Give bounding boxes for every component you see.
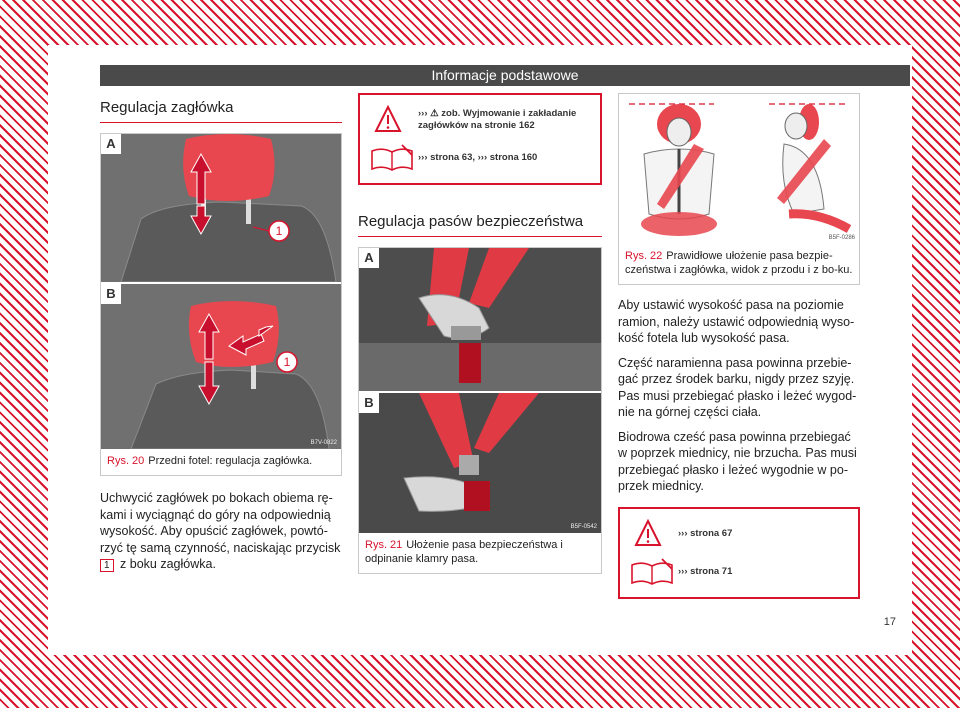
figure-code: B5F-0286 [828, 235, 855, 241]
warning-box [618, 507, 860, 599]
warning-row [628, 515, 850, 553]
warning-box [358, 93, 602, 185]
panel-label-b: B [101, 284, 121, 304]
warning-row [368, 101, 592, 139]
belt-illustration-a [359, 248, 601, 391]
left-column [100, 93, 342, 581]
figure-22-panel [619, 94, 859, 244]
right-column [618, 93, 860, 599]
panel-label-a: A [359, 248, 379, 268]
caption-text: Ułożenie pasa bezpieczeństwa i odpinanie klamry pasa. [365, 539, 563, 565]
posture-illustration [619, 94, 859, 244]
book-icon [368, 141, 418, 175]
caption-number: Rys. 20 [107, 455, 145, 467]
figure-21-panel-b [359, 393, 601, 533]
warning-triangle-icon [368, 103, 418, 137]
section-title-headrest: Regulacja zagłówka [100, 93, 342, 123]
figure-20-caption [101, 449, 341, 475]
figure-22 [618, 93, 860, 285]
headrest-paragraph [100, 490, 342, 573]
book-text[interactable]: ››› strona 71 [678, 565, 733, 577]
headrest-illustration-a [101, 134, 341, 282]
caption-number: Rys. 22 [625, 250, 663, 262]
page-number: 17 [883, 616, 896, 628]
shoulder-belt-paragraph: Część naramienna pasa powinna przebie-gać przez środek barku, nigdy przez szyję. Pas musi przebiegać płasko i leżeć wygod-nie na górnej części ciała. [618, 355, 857, 419]
figure-code: B5F-0542 [570, 524, 597, 530]
section-title-belts: Regulacja pasów bezpieczeństwa [358, 207, 602, 237]
callout-badge: 1 [100, 559, 114, 572]
figure-22-caption [619, 244, 859, 284]
warning-triangle-icon [628, 517, 678, 551]
headrest-illustration-b [101, 284, 341, 449]
middle-column [358, 93, 602, 574]
figure-20-panel-b [101, 284, 341, 449]
book-text[interactable]: ››› strona 63, ››› strona 160 [418, 152, 538, 163]
warning-text[interactable]: ››› strona 67 [678, 527, 733, 539]
warning-text[interactable]: ››› ⚠ zob. Wyjmowanie i zakładanie zagłówków na stronie 162 [418, 108, 577, 131]
panel-label-a: A [101, 134, 121, 154]
lap-belt-paragraph: Biodrowa cześć pasa powinna przebiegać w poprzek miednicy, nie brzucha. Pas musi przebiegać płasko i leżeć wygodnie w po-przek miednicy. [618, 429, 857, 493]
figure-code: B7V-0822 [310, 440, 337, 446]
figure-21-panel-a [359, 248, 601, 391]
paragraph-text: Uchwycić zagłówek po bokach obiema rę-kami i wyciągnąć do góry na odpowiednią wysokość. Aby opuścić zagłówek, powtó-rzyć tę samą czynność, naciskając przycisk [100, 491, 341, 555]
belt-illustration-b [359, 393, 601, 533]
caption-text: Prawidłowe ułożenie pasa bezpie-czeństwa i zagłówka, widok z przodu i z bo-ku. [625, 250, 853, 276]
figure-21 [358, 247, 602, 574]
svg-text:1: 1 [283, 355, 291, 369]
page [48, 45, 912, 655]
book-row [628, 553, 850, 591]
figure-20 [100, 133, 342, 476]
figure-20-panel-a [101, 134, 341, 282]
book-row [368, 139, 592, 177]
svg-text:1: 1 [275, 224, 283, 238]
panel-label-b: B [359, 393, 379, 413]
belt-height-paragraph: Aby ustawić wysokość pasa na poziomie ramion, należy ustawić odpowiednią wyso-kość fotela lub wysokość pasa. [618, 298, 855, 345]
caption-number: Rys. 21 [365, 539, 403, 551]
page-header: Informacje podstawowe [100, 65, 910, 86]
caption-text: Przedni fotel: regulacja zagłówka. [148, 455, 313, 467]
book-icon [628, 555, 678, 589]
figure-21-caption [359, 533, 601, 573]
paragraph-tail: z boku zagłówka. [116, 557, 216, 571]
